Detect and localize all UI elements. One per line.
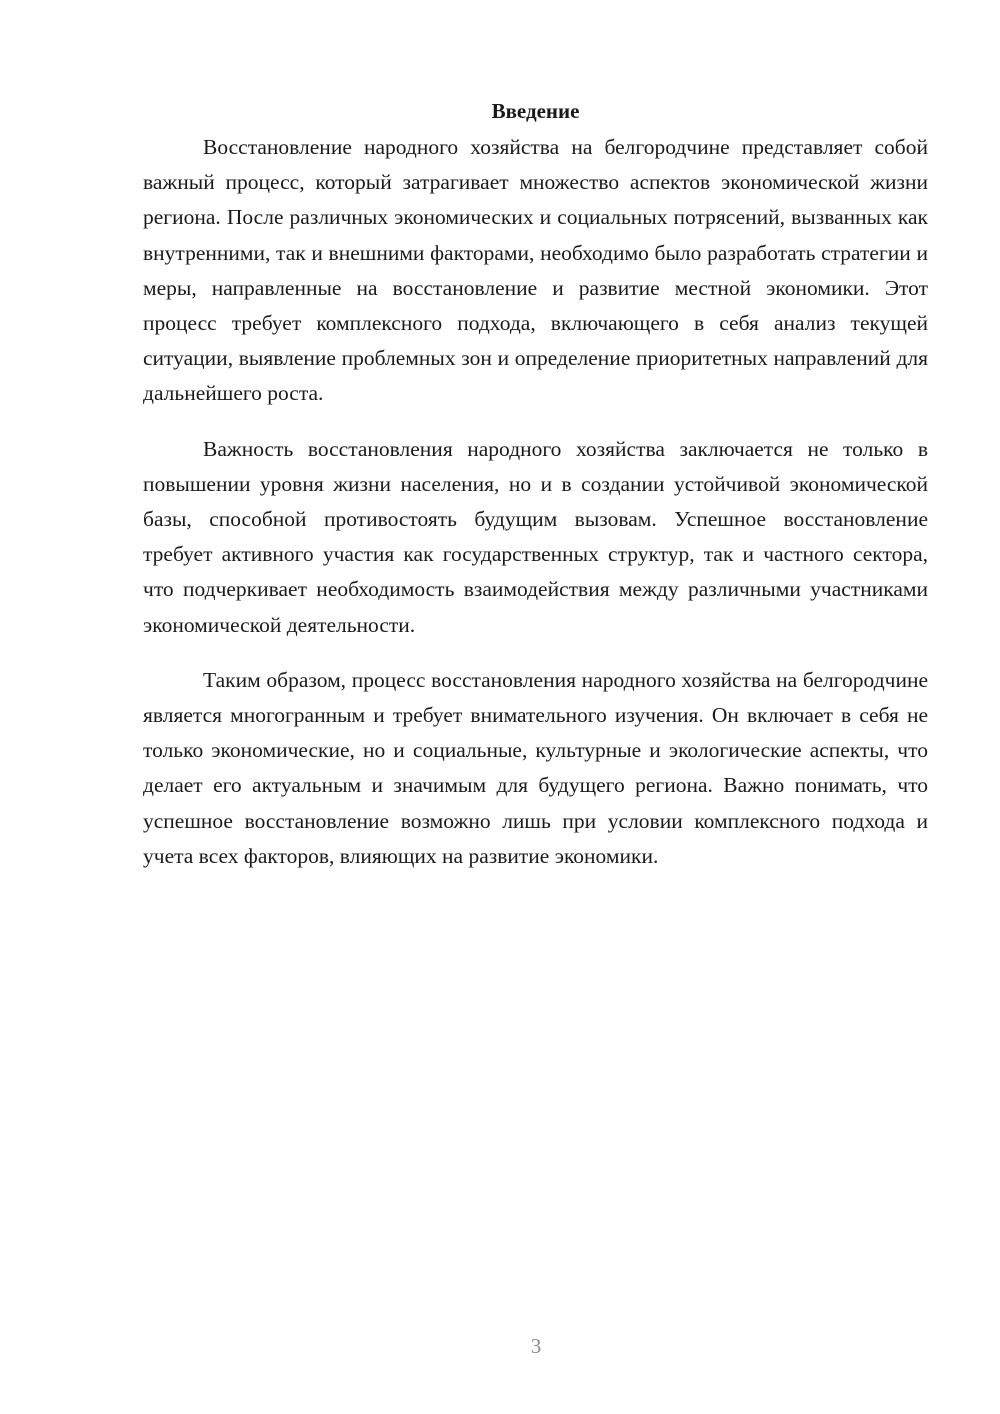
paragraph-3: Таким образом, процесс восстановления народного хозяйства на белгородчине является многогранным и требует внимательного изучения. Он включает в себя не только экономические, но и социальные, культурные и экологические аспекты, что делает его актуальным и значимым для будущего региона. Важно понимать, что успешное восстановление возможно лишь при условии комплексного подхода и учета всех факторов, влияющих на развитие экономики. (143, 667, 928, 868)
paragraph-2: Важность восстановления народного хозяйства заключается не только в повышении уровня жизни населения, но и в создании устойчивой экономической базы, способной противостоять будущим вызовам. Успешное восстановление требует активного участия как государственных структур, так и частного сектора, что подчеркивает необходимость взаимодействия между различными участниками экономической деятельности. (143, 436, 928, 637)
section-title: Введение (491, 99, 580, 123)
paragraph-1: Восстановление народного хозяйства на белгородчине представляет собой важный процесс, который затрагивает множество аспектов экономической жизни региона. После различных экономических и социальных потрясений, вызванных как внутренними, так и внешними факторами, необходимо было разработать стратегии и меры, направленные на восстановление и развитие местной экономики. Этот процесс требует комплексного подхода, включающего в себя анализ текущей ситуации, выявление проблемных зон и определение приоритетных направлений для дальнейшего роста. (143, 135, 928, 406)
page-number: 3 (530, 1334, 542, 1358)
document-body (143, 94, 928, 894)
